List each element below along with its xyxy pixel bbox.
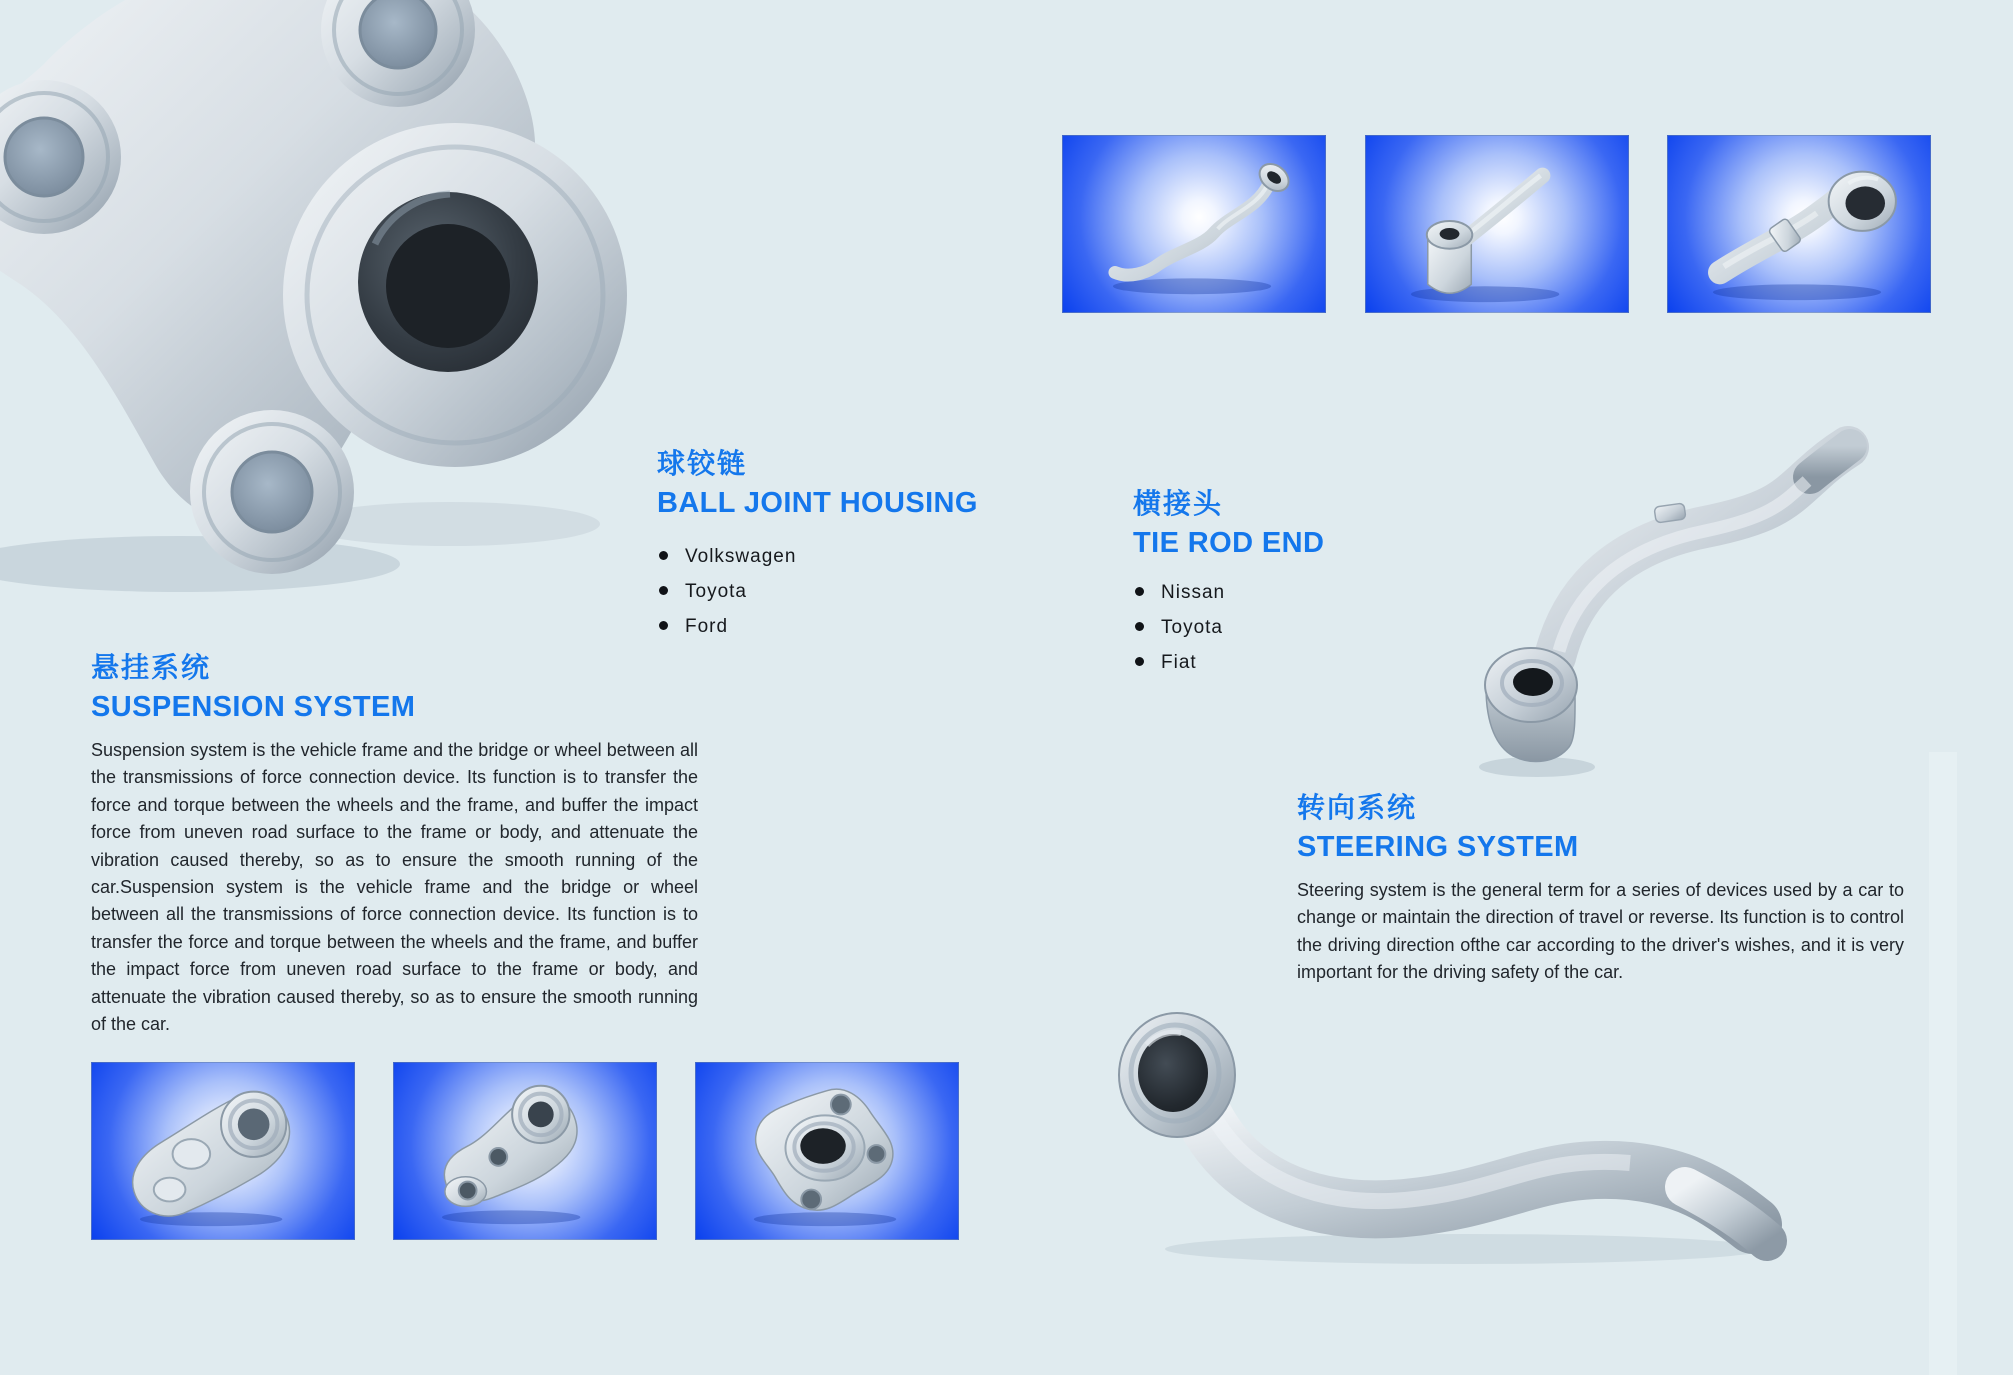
ball-joint-title-zh: 球铰链 bbox=[657, 448, 748, 479]
brand-label: Fiat bbox=[1161, 651, 1197, 673]
tie-rod-photo-3 bbox=[1667, 135, 1931, 313]
list-item bbox=[657, 582, 997, 601]
steering-title-zh: 转向系统 bbox=[1297, 792, 1418, 823]
brand-label: Toyota bbox=[1161, 616, 1223, 638]
section-tie-rod-end bbox=[1133, 488, 1453, 688]
steering-arm-large-photo bbox=[1085, 925, 1815, 1270]
list-item bbox=[1133, 583, 1453, 602]
bullet-dot bbox=[659, 621, 668, 630]
section-suspension-system bbox=[91, 652, 698, 1056]
list-item bbox=[657, 547, 997, 566]
suspension-title-zh: 悬挂系统 bbox=[91, 652, 212, 683]
tie-rod-brand-list bbox=[1133, 583, 1453, 672]
tie-rod-title-zh: 横接头 bbox=[1133, 488, 1224, 519]
ball-joint-brand-list bbox=[657, 547, 997, 636]
ball-joint-title-en: BALL JOINT HOUSING bbox=[657, 487, 978, 520]
bullet-dot bbox=[1135, 657, 1144, 666]
steering-body-text: Steering system is the general term for a series of devices used by a car to change or maintain the direction of travel or reverse. Its function is to control the driving direction ofthe car according to the driver's wishes, and it is very important for the driving safety of the car. bbox=[1297, 879, 1904, 983]
ball-joint-photo-1 bbox=[91, 1062, 355, 1240]
brand-label: Volkswagen bbox=[685, 545, 797, 567]
tie-rod-end-large-photo bbox=[1455, 395, 1895, 785]
page-edge-strip bbox=[1929, 752, 1957, 1375]
bullet-dot bbox=[659, 551, 668, 560]
suspension-title-en: SUSPENSION SYSTEM bbox=[91, 691, 416, 724]
tie-rod-photo-1 bbox=[1062, 135, 1326, 313]
section-ball-joint-housing bbox=[657, 448, 997, 652]
bullet-dot bbox=[1135, 587, 1144, 596]
bullet-dot bbox=[659, 586, 668, 595]
brand-label: Ford bbox=[685, 615, 729, 637]
list-item bbox=[657, 617, 997, 636]
list-item bbox=[1133, 618, 1453, 637]
bullet-dot bbox=[1135, 622, 1144, 631]
tie-rod-title-en: TIE ROD END bbox=[1133, 527, 1325, 560]
ball-joint-housing-hero-photo bbox=[0, 0, 680, 624]
list-item bbox=[1133, 653, 1453, 672]
tie-rod-photo-2 bbox=[1365, 135, 1629, 313]
ball-joint-photo-2 bbox=[393, 1062, 657, 1240]
suspension-body-text: Suspension system is the vehicle frame and the bridge or wheel between all the transmissions of force connection device. Its function is to transfer the force and torque between the wheels and the frame, and buffer the impact force from uneven road surface to the frame or body, and attenuate the vibration caused thereby, so as to ensure the smooth running of the car.Suspension system is the vehicle frame and the bridge or wheel between all the transmissions of force connection device. Its function is to transfer the force and torque between the wheels and the frame, and buffer the impact force from uneven road surface to the frame or body, and attenuate the vibration caused thereby, so as to ensure the smooth running of the car. bbox=[91, 739, 698, 1035]
brand-label: Toyota bbox=[685, 580, 747, 602]
ball-joint-photo-3 bbox=[695, 1062, 959, 1240]
steering-title-en: STEERING SYSTEM bbox=[1297, 831, 1579, 864]
brand-label: Nissan bbox=[1161, 581, 1226, 603]
